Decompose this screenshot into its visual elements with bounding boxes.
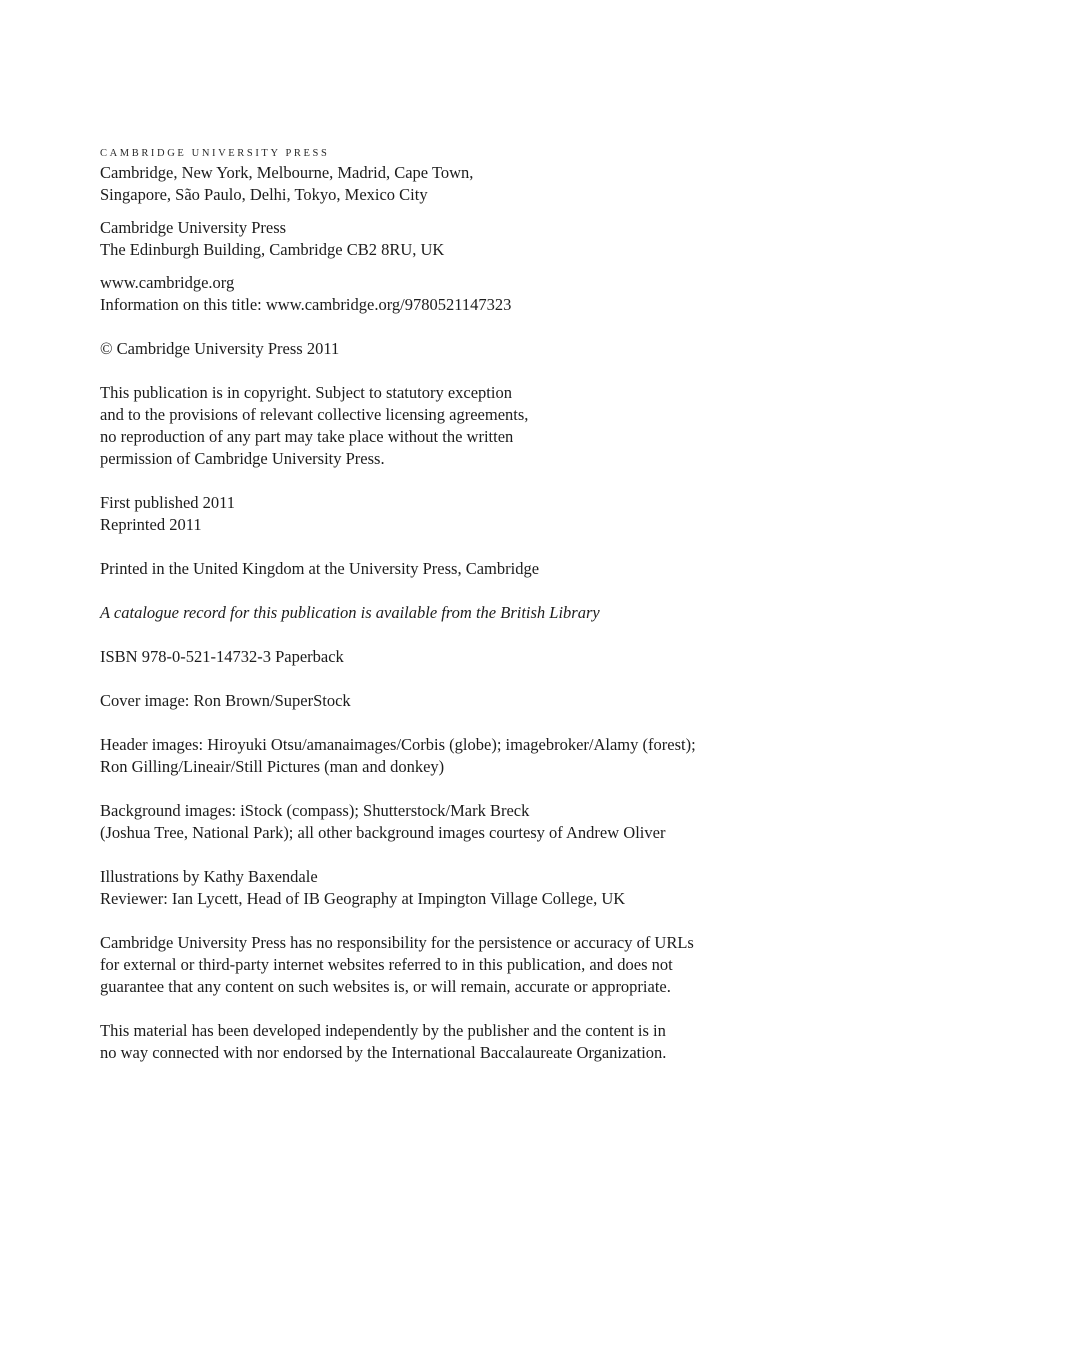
printed-location: Printed in the United Kingdom at the University Press, Cambridge bbox=[100, 559, 540, 578]
copyright-notice: © Cambridge University Press 2011 bbox=[100, 339, 340, 358]
ibo-disclaimer-line: no way connected with nor endorsed by the International Baccalaureate Organization. bbox=[100, 1043, 667, 1062]
illustrations-credit: Illustrations by Kathy Baxendale bbox=[100, 867, 318, 886]
publisher-cities bbox=[100, 162, 800, 206]
rights-line: This publication is in copyright. Subject to statutory exception bbox=[100, 383, 512, 402]
header-images-line: Ron Gilling/Lineair/Still Pictures (man and donkey) bbox=[100, 757, 445, 776]
title-info-url: Information on this title: www.cambridge.org/9780521147323 bbox=[100, 295, 512, 314]
background-images-line: (Joshua Tree, National Park); all other background images courtesy of Andrew Oliver bbox=[100, 823, 666, 842]
ibo-disclaimer-line: This material has been developed independently by the publisher and the content is in bbox=[100, 1021, 666, 1040]
isbn: ISBN 978-0-521-14732-3 Paperback bbox=[100, 647, 344, 666]
publication-history bbox=[100, 492, 800, 536]
copyright-page bbox=[100, 146, 800, 1064]
header-images-line: Header images: Hiroyuki Otsu/amanaimages/Corbis (globe); imagebroker/Alamy (forest); bbox=[100, 735, 696, 754]
background-images-credit bbox=[100, 800, 800, 844]
reprinted: Reprinted 2011 bbox=[100, 515, 202, 534]
address-line: The Edinburgh Building, Cambridge CB2 8RU, UK bbox=[100, 240, 445, 259]
first-published: First published 2011 bbox=[100, 493, 236, 512]
catalogue-record: A catalogue record for this publication is available from the British Library bbox=[100, 603, 600, 622]
address-line: Cambridge University Press bbox=[100, 218, 287, 237]
rights-statement bbox=[100, 382, 800, 470]
rights-line: and to the provisions of relevant collective licensing agreements, bbox=[100, 405, 529, 424]
publisher-address bbox=[100, 217, 800, 261]
contributor-credits bbox=[100, 866, 800, 910]
background-images-line: Background images: iStock (compass); Shutterstock/Mark Breck bbox=[100, 801, 530, 820]
reviewer-credit: Reviewer: Ian Lycett, Head of IB Geography at Impington Village College, UK bbox=[100, 889, 626, 908]
url-disclaimer-line: Cambridge University Press has no responsibility for the persistence or accuracy of URLs bbox=[100, 933, 694, 952]
url-disclaimer-line: guarantee that any content on such websites is, or will remain, accurate or appropriate. bbox=[100, 977, 671, 996]
publisher-imprint-label: CAMBRIDGE UNIVERSITY PRESS bbox=[100, 148, 330, 159]
web-info bbox=[100, 272, 800, 316]
url-disclaimer bbox=[100, 932, 800, 998]
rights-line: permission of Cambridge University Press. bbox=[100, 449, 385, 468]
website-url: www.cambridge.org bbox=[100, 273, 235, 292]
cover-image-credit: Cover image: Ron Brown/SuperStock bbox=[100, 691, 351, 710]
cities-line: Singapore, São Paulo, Delhi, Tokyo, Mexico City bbox=[100, 185, 428, 204]
rights-line: no reproduction of any part may take place without the written bbox=[100, 427, 514, 446]
url-disclaimer-line: for external or third-party internet websites referred to in this publication, and does not bbox=[100, 955, 673, 974]
cities-line: Cambridge, New York, Melbourne, Madrid, Cape Town, bbox=[100, 163, 474, 182]
header-images-credit bbox=[100, 734, 800, 778]
ibo-disclaimer bbox=[100, 1020, 800, 1064]
